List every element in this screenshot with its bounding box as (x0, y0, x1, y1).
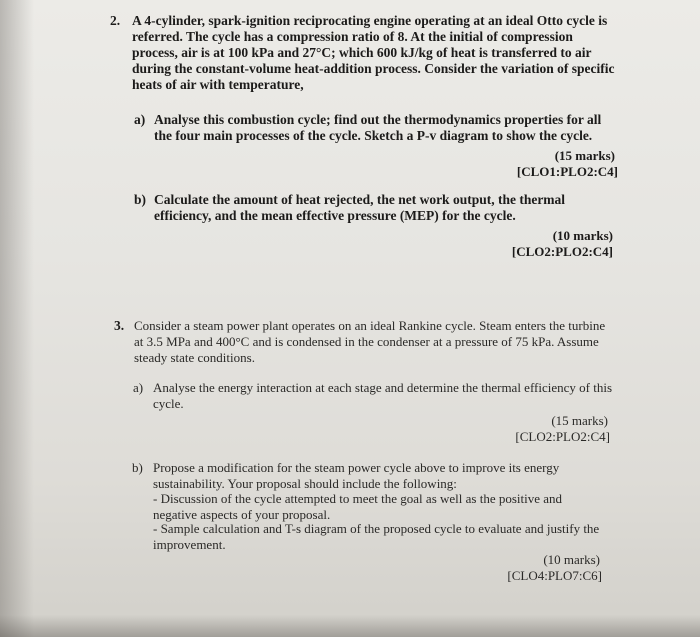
q3b-marks: (10 marks) (543, 552, 600, 567)
q2b-text: Calculate the amount of heat rejected, the net work output, the thermal efficiency, and the mean effective pressure (MEP) for the cycle. (154, 192, 566, 223)
q3-number: 3. (114, 318, 125, 333)
q2a-label: a) (134, 112, 146, 127)
q3b-clo: [CLO4:PLO7:C6] (507, 568, 602, 583)
q2a-marks: (15 marks) (554, 148, 615, 163)
q3a-clo: [CLO2:PLO2:C4] (515, 429, 610, 444)
q2b-marks: (10 marks) (552, 228, 613, 243)
q3-intro: Consider a steam power plant operates on an ideal Rankine cycle. Steam enters the turbine at 3.5 MPa and 400°C and is condensed in the condenser at a pressure of 75 kPa. Assume steady state conditions. (134, 318, 606, 365)
q2-number: 2. (110, 13, 121, 28)
q3b-text: Propose a modification for the steam power cycle above to improve its energy sustainability. Your proposal should include the following: (153, 460, 560, 491)
q3a-text: Analyse the energy interaction at each stage and determine the thermal efficiency of this cycle. (153, 380, 613, 411)
page-bottom-shadow (0, 615, 700, 637)
page-shadow (0, 0, 34, 637)
q3b-label: b) (132, 460, 143, 475)
q2-intro (132, 13, 622, 93)
q2a-text: Analyse this combustion cycle; find out the thermodynamics properties for all the four main processes of the cycle. Sketch a P-v diagram to show the cycle. (154, 112, 602, 143)
q2-intro-text: A 4-cylinder, spark-ignition reciprocating engine operating at an ideal Otto cycle is referred. The cycle has a compression ratio of 8. At the initial of compression process, air is at 100 kPa and 27°C; which 600 kJ/kg of heat is transferred to air during the constant-volume heat-addition process. Consider the variation of specific heats of air with temperature, (132, 13, 615, 92)
q2a-clo: [CLO1:PLO2:C4] (516, 164, 618, 179)
q2b-label: b) (134, 192, 147, 207)
q3a-marks: (15 marks) (551, 413, 608, 428)
q3b-bullet-1: - Discussion of the cycle attempted to meet the goal as well as the positive and negative aspects of your proposal. (153, 491, 563, 522)
q3a-label: a) (133, 380, 144, 395)
q2b-clo: [CLO2:PLO2:C4] (511, 244, 613, 259)
q3b-bullet-2: - Sample calculation and T-s diagram of the proposed cycle to evaluate and justify the improvement. (153, 521, 600, 552)
